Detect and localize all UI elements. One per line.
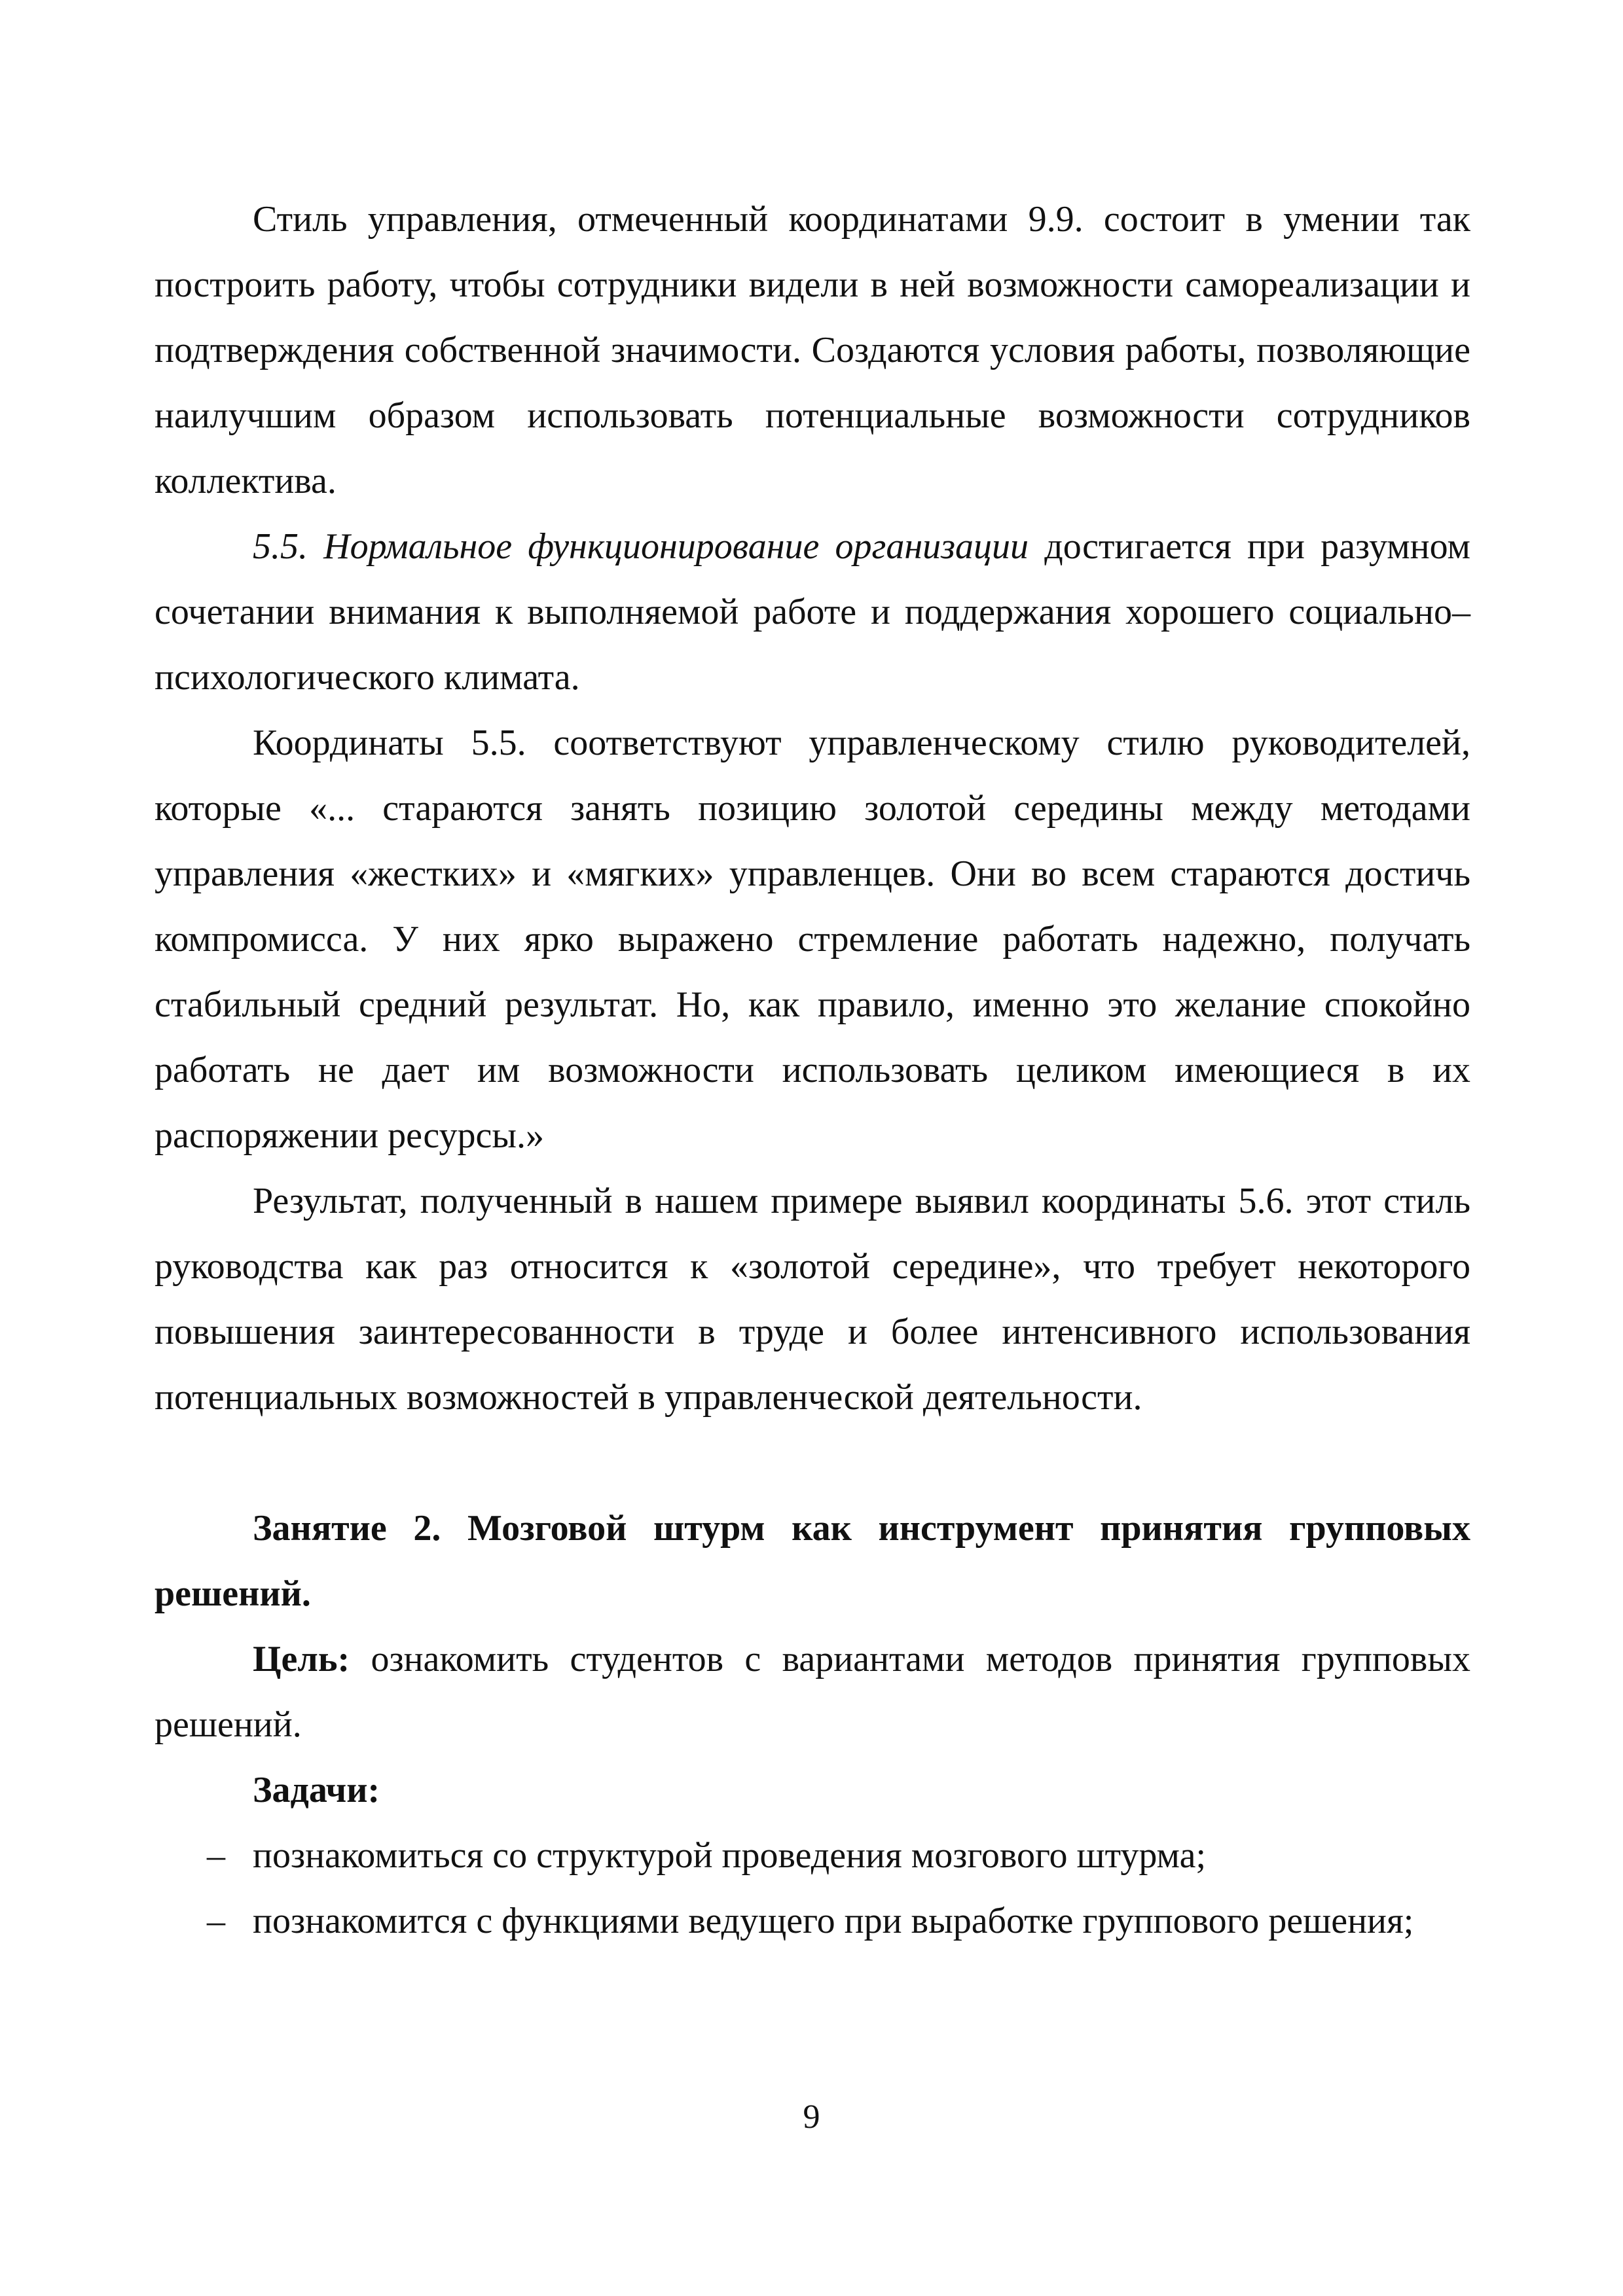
- paragraph-result: Результат, полученный в нашем примере выявил координаты 5.6. этот стиль руководства как раз относится к «золотой середине», что требует некоторого повышения заинтересованности в труде и более интенсивного использования потенциальных возможностей в управленческой деятельности.: [155, 1181, 1470, 1418]
- goal-label: Цель:: [253, 1639, 350, 1679]
- list-item: [155, 1888, 1470, 1954]
- lesson-goal: [155, 1626, 1470, 1757]
- list-dash: –: [207, 1835, 225, 1876]
- list-item-text: познакомится с функциями ведущего при выработке группового решения;: [253, 1901, 1414, 1941]
- paragraph-style-5-5: [155, 514, 1470, 710]
- document-page: [155, 187, 1470, 1954]
- lesson-heading: Занятие 2. Мозговой штурм как инструмент принятия групповых решений.: [155, 1508, 1470, 1614]
- list-dash: –: [207, 1901, 225, 1941]
- list-item-text: познакомиться со структурой проведения мозгового штурма;: [253, 1835, 1207, 1876]
- style-5-5-term: 5.5. Нормальное функционирование организации: [253, 526, 1029, 567]
- paragraph-coordinates-5-5: Координаты 5.5. соответствуют управленческому стилю руководителей, которые «... стараются занять позицию золотой середины между методами управления «жестких» и «мягких» управленцев. Они во всем стараются достичь компромисса. У них ярко выражено стремление работать надежно, получать стабильный средний результат. Но, как правило, именно это желание спокойно работать не дает им возможности использовать целиком имеющиеся в их распоряжении ресурсы.»: [155, 723, 1470, 1156]
- section-gap: [155, 1430, 1470, 1496]
- style-5-5-description: достигается при разумном сочетании внимания к выполняемой работе и поддержания хорошего социально–психологического климата.: [155, 526, 1470, 698]
- list-item: [155, 1823, 1470, 1888]
- page-number: 9: [803, 2098, 820, 2136]
- tasks-list: [155, 1823, 1470, 1954]
- tasks-label: Задачи:: [253, 1770, 380, 1810]
- paragraph-style-9-9: Стиль управления, отмеченный координатами 9.9. состоит в умении так построить работу, чтобы сотрудники видели в ней возможности самореализации и подтверждения собственной значимости. Создаются условия работы, позволяющие наилучшим образом использовать потенциальные возможности сотрудников коллектива.: [155, 199, 1470, 501]
- goal-text: ознакомить студентов с вариантами методов принятия групповых решений.: [155, 1639, 1470, 1745]
